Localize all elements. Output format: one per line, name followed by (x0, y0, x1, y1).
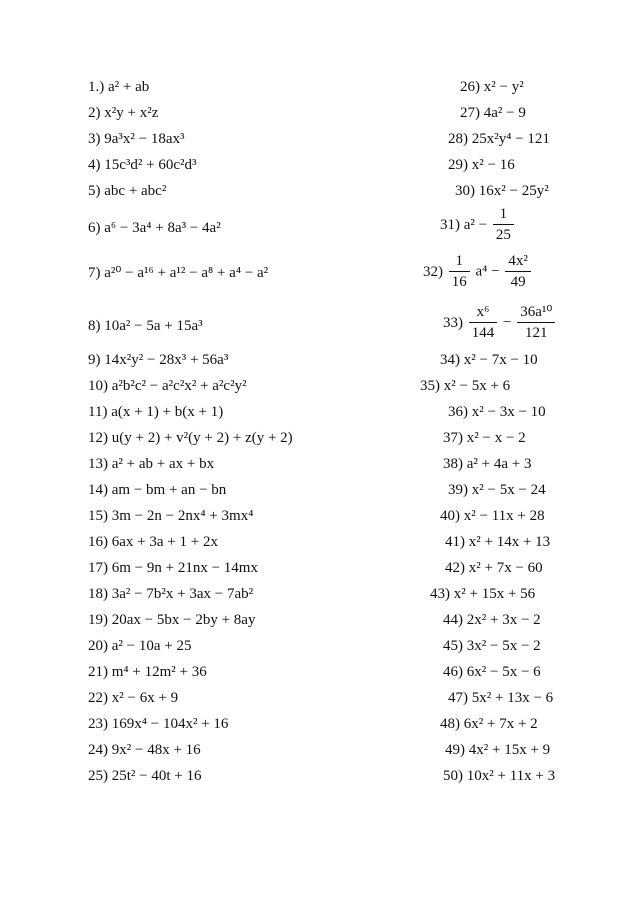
problem-35 (420, 377, 510, 395)
problem-expression: 14x²y² − 28x³ + 56a³ (104, 352, 229, 368)
problem-number: 34) (440, 352, 460, 368)
problem-number: 7) (88, 265, 101, 281)
fraction-numerator: x⁶ (469, 304, 498, 323)
problem-number: 27) (460, 105, 480, 121)
problem-number: 46) (443, 664, 463, 680)
problem-number: 26) (460, 79, 480, 95)
problem-expression: x² − x − 2 (466, 430, 526, 446)
problem-38 (443, 455, 531, 473)
problem-number: 12) (88, 430, 108, 446)
problem-expression: 9x² − 48x + 16 (111, 742, 201, 758)
problem-expression: x² − 7x − 10 (463, 352, 538, 368)
problem-expression: a² + ab (108, 79, 150, 95)
fraction (505, 253, 531, 291)
problem-expression: x²y + x²z (104, 105, 159, 121)
problem-7 (88, 264, 268, 282)
problem-expression-middle: a⁴ − (475, 263, 500, 280)
problem-40 (440, 507, 545, 525)
problem-number: 48) (440, 716, 460, 732)
fraction-denominator: 121 (525, 325, 548, 341)
problem-expression: 16x² − 25y² (478, 183, 549, 199)
problem-number: 11) (88, 404, 108, 420)
fraction-denominator: 16 (451, 274, 467, 290)
problem-number: 8) (88, 318, 101, 334)
problem-expression: 6x² − 5x − 6 (466, 664, 541, 680)
problem-number: 31) (440, 217, 460, 233)
problem-3 (88, 130, 185, 148)
problem-expression: a²⁰ − a¹⁶ + a¹² − a⁸ + a⁴ − a² (104, 265, 269, 281)
problem-26 (460, 78, 524, 96)
problem-6 (88, 219, 221, 237)
problem-number: 29) (448, 157, 468, 173)
problem-37 (443, 429, 526, 447)
fraction-numerator: 1 (493, 206, 514, 225)
problem-18 (88, 585, 253, 603)
problem-expression: 10x² + 11x + 3 (466, 768, 556, 784)
fraction (449, 253, 470, 291)
problem-49 (445, 741, 550, 759)
problem-31 (440, 206, 516, 244)
problem-expression: 6x² + 7x + 2 (463, 716, 538, 732)
problem-number: 45) (443, 638, 463, 654)
problem-expression: a²b²c² − a²c²x² + a²c²y² (111, 378, 247, 394)
problem-number: 19) (88, 612, 108, 628)
problem-expression-middle: − (503, 314, 512, 331)
problem-number: 20) (88, 638, 108, 654)
problem-36 (448, 403, 546, 421)
problem-28 (448, 130, 550, 148)
problem-number: 33) (443, 315, 463, 331)
problem-number: 22) (88, 690, 108, 706)
problem-number: 9) (88, 352, 101, 368)
problem-29 (448, 156, 515, 174)
problem-23 (88, 715, 228, 733)
problem-expression: x² − 3x − 10 (471, 404, 546, 420)
problem-expression: a(x + 1) + b(x + 1) (111, 404, 224, 420)
problem-expression: x² − 5x − 24 (471, 482, 546, 498)
problem-number: 13) (88, 456, 108, 472)
problem-expression: 25x²y⁴ − 121 (471, 131, 550, 147)
problem-number: 14) (88, 482, 108, 498)
problem-number: 1.) (88, 79, 105, 95)
problem-number: 28) (448, 131, 468, 147)
problem-15 (88, 507, 253, 525)
problem-43 (430, 585, 535, 603)
fraction (517, 304, 555, 342)
problem-20 (88, 637, 191, 655)
problem-expression: a² + 4a + 3 (466, 456, 532, 472)
problem-number: 17) (88, 560, 108, 576)
problem-1 (88, 78, 149, 96)
problem-expression: x² + 7x − 60 (468, 560, 543, 576)
problem-expression: x² + 15x + 56 (453, 586, 536, 602)
problem-expression: 3x² − 5x − 2 (466, 638, 541, 654)
problem-9 (88, 351, 228, 369)
problem-24 (88, 741, 201, 759)
problem-number: 40) (440, 508, 460, 524)
problem-17 (88, 559, 258, 577)
problem-14 (88, 481, 226, 499)
problem-expression: x² − 5x + 6 (443, 378, 511, 394)
problem-expression: x² − 16 (471, 157, 515, 173)
problem-number: 25) (88, 768, 108, 784)
problem-number: 4) (88, 157, 101, 173)
fraction-denominator: 49 (510, 274, 526, 290)
problem-number: 32) (423, 264, 443, 280)
problem-27 (460, 104, 526, 122)
problem-expression: x² − 6x + 9 (111, 690, 179, 706)
fraction-numerator: 1 (449, 253, 470, 272)
problem-number: 50) (443, 768, 463, 784)
problem-expression: abc + abc² (104, 183, 167, 199)
fraction-numerator: 4x² (505, 253, 531, 272)
problem-21 (88, 663, 207, 681)
fraction-numerator: 36a¹⁰ (517, 304, 555, 323)
problem-41 (445, 533, 550, 551)
problem-13 (88, 455, 214, 473)
problem-number: 35) (420, 378, 440, 394)
problem-10 (88, 377, 247, 395)
problem-19 (88, 611, 255, 629)
problem-expression: 20ax − 5bx − 2by + 8ay (111, 612, 256, 628)
problem-45 (443, 637, 541, 655)
problem-33 (443, 304, 557, 342)
problem-expression: 6ax + 3a + 1 + 2x (111, 534, 218, 550)
problem-34 (440, 351, 538, 369)
problem-number: 18) (88, 586, 108, 602)
problem-number: 16) (88, 534, 108, 550)
problem-50 (443, 767, 555, 785)
problem-number: 6) (88, 220, 101, 236)
problem-4 (88, 156, 197, 174)
problem-number: 49) (445, 742, 465, 758)
problem-30 (455, 182, 549, 200)
problem-expression: m⁴ + 12m² + 36 (111, 664, 207, 680)
problem-22 (88, 689, 178, 707)
problem-12 (88, 429, 293, 447)
problem-expression: 6m − 9n + 21nx − 14mx (111, 560, 258, 576)
problem-number: 10) (88, 378, 108, 394)
problem-expression: a² − 10a + 25 (111, 638, 192, 654)
problem-number: 44) (443, 612, 463, 628)
problem-expression: 5x² + 13x − 6 (471, 690, 554, 706)
fraction-denominator: 144 (471, 325, 495, 341)
problem-2 (88, 104, 158, 122)
problem-expression: 2x² + 3x − 2 (466, 612, 541, 628)
problem-16 (88, 533, 218, 551)
problem-number: 30) (455, 183, 475, 199)
problem-number: 36) (448, 404, 468, 420)
problem-number: 24) (88, 742, 108, 758)
problem-number: 47) (448, 690, 468, 706)
problem-expression: a² + ab + ax + bx (111, 456, 215, 472)
problem-expression: x² + 14x + 13 (468, 534, 551, 550)
problem-expression: u(y + 2) + v²(y + 2) + z(y + 2) (111, 430, 293, 446)
problem-number: 3) (88, 131, 101, 147)
problem-number: 2) (88, 105, 101, 121)
fraction (469, 304, 498, 342)
problem-8 (88, 317, 203, 335)
problem-expression: 9a³x² − 18ax³ (104, 131, 185, 147)
problem-number: 37) (443, 430, 463, 446)
problem-number: 15) (88, 508, 108, 524)
problem-number: 38) (443, 456, 463, 472)
problem-expression: 4a² − 9 (483, 105, 526, 121)
problem-expression: 169x⁴ − 104x² + 16 (111, 716, 229, 732)
fraction (493, 206, 514, 244)
problem-expression: 25t² − 40t + 16 (111, 768, 202, 784)
problem-48 (440, 715, 538, 733)
problem-expression: 10a² − 5a + 15a³ (104, 318, 203, 334)
problem-expression: x² − y² (483, 79, 524, 95)
problem-44 (443, 611, 541, 629)
problem-expression: 15c³d² + 60c²d³ (104, 157, 197, 173)
problem-expression: 3a² − 7b²x + 3ax − 7ab² (111, 586, 254, 602)
problem-47 (448, 689, 553, 707)
problem-number: 5) (88, 183, 101, 199)
problem-expression: 4x² + 15x + 9 (468, 742, 551, 758)
problem-32 (423, 253, 533, 291)
problem-39 (448, 481, 546, 499)
problem-number: 23) (88, 716, 108, 732)
problem-42 (445, 559, 543, 577)
problem-number: 43) (430, 586, 450, 602)
problem-number: 39) (448, 482, 468, 498)
problem-expression: a⁶ − 3a⁴ + 8a³ − 4a² (104, 220, 221, 236)
fraction-denominator: 25 (495, 227, 511, 243)
problem-number: 21) (88, 664, 108, 680)
problem-number: 41) (445, 534, 465, 550)
problem-11 (88, 403, 223, 421)
problem-number: 42) (445, 560, 465, 576)
problem-expression-lead: a² − (463, 217, 488, 233)
problem-expression: am − bm + an − bn (111, 482, 227, 498)
problem-25 (88, 767, 202, 785)
problem-5 (88, 182, 166, 200)
problem-expression: x² − 11x + 28 (463, 508, 545, 524)
problem-expression: 3m − 2n − 2nx⁴ + 3mx⁴ (111, 508, 254, 524)
problem-46 (443, 663, 541, 681)
